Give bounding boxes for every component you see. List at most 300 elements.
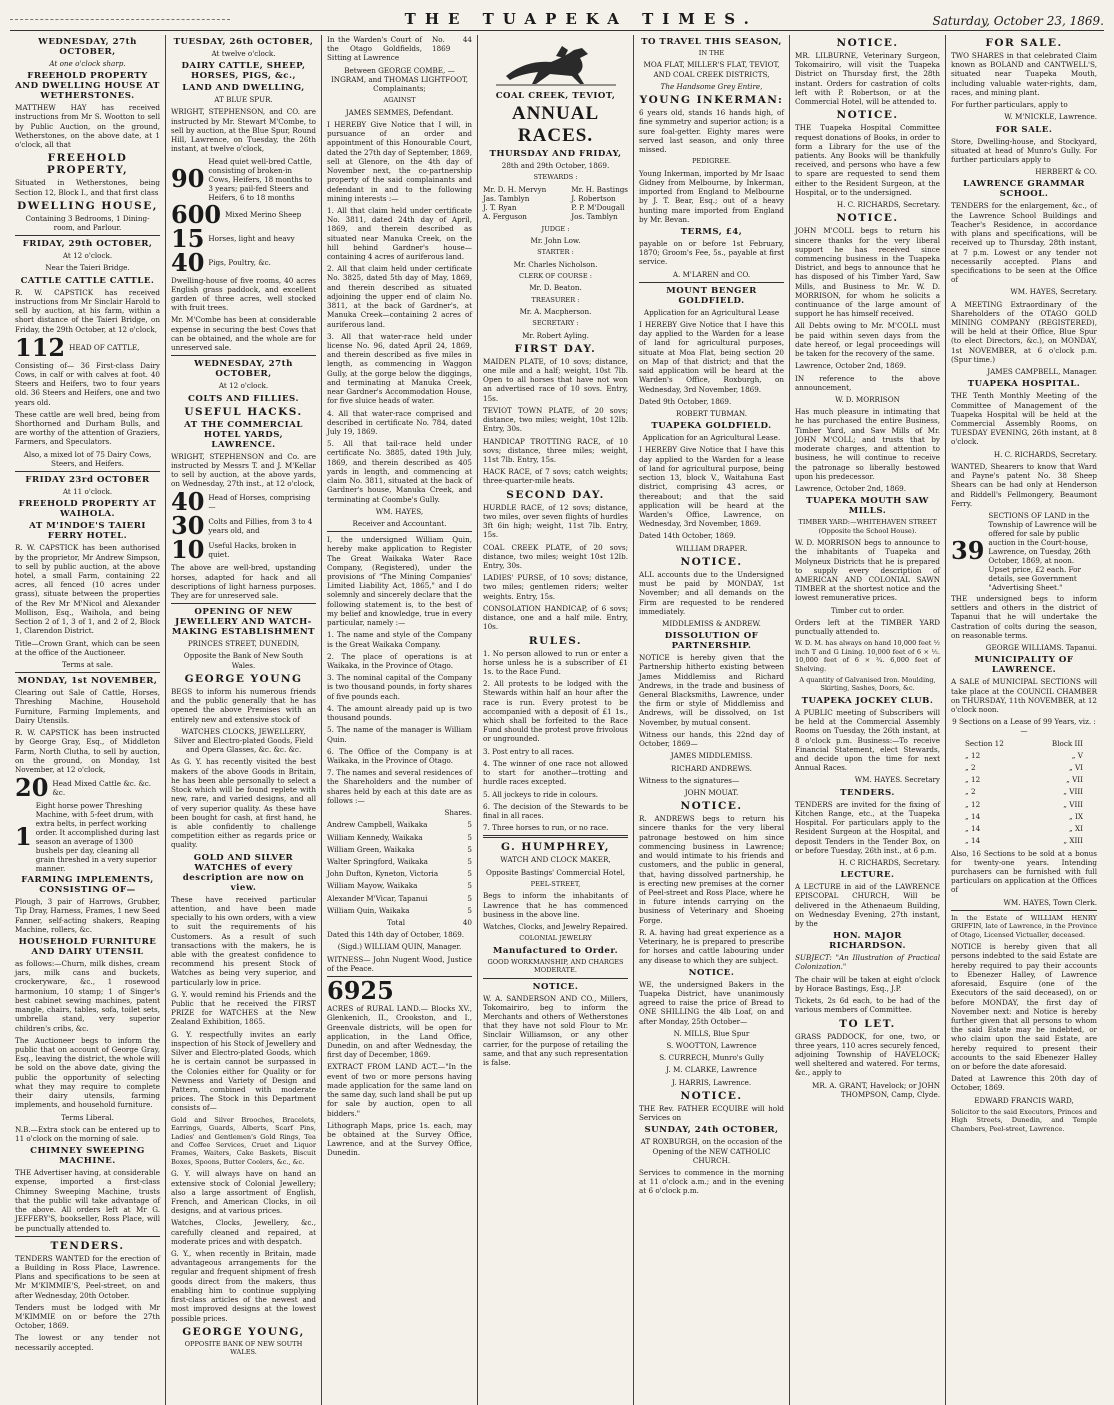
subheading: At 12 o'clock. bbox=[62, 251, 113, 261]
lot-line bbox=[15, 773, 160, 803]
ad-text: WANTED, Shearers to know that Ward and Payne's patent No. 38 Sheep Shears can be had only at Henderson and Riddell's Fellmongery, Beaumont Ferry. bbox=[951, 461, 1097, 508]
heading: DAIRY CATTLE, SHEEP, HORSES, PIGS, &c., bbox=[181, 61, 306, 82]
shareholder-name: William Green, Waikaka bbox=[327, 844, 415, 854]
signature: JOHN MOUAT. bbox=[684, 788, 739, 797]
ad-text: TENDERS for the enlargement, &c., of the Lawrence School Buildings and Teacher's Residence, in accordance with plans and specifications, will be received up to Thursday, 28th instant, at 7 p.m. Lowest or any tender not necessarily accepted. Plans and specifications to be seen at the Office of bbox=[951, 201, 1097, 285]
heading: FRIDAY, 29th OCTOBER, bbox=[22, 239, 153, 250]
shareholder-shares: 5 bbox=[467, 856, 472, 866]
divider bbox=[639, 282, 784, 283]
total-value: 40 bbox=[462, 918, 472, 928]
official: Mr. D. Beaton. bbox=[529, 283, 582, 293]
heading: NOTICE. bbox=[680, 555, 743, 568]
ad-text: Dated 14th October, 1869. bbox=[639, 531, 736, 541]
lot-line bbox=[15, 332, 160, 362]
column-3 bbox=[322, 35, 478, 1405]
heading: TUAPEKA JOCKEY CLUB. bbox=[801, 695, 934, 706]
rule-item: 5. All jockeys to ride in colours. bbox=[483, 789, 599, 799]
ad-text: G. Y. would remind his Friends and the Public that he received the FIRST PRIZE for WATCHES at the New Zealand Exhibition, 1865. bbox=[171, 989, 316, 1027]
heading: YOUNG INKERMAN: bbox=[639, 94, 784, 107]
heading: TERMS, £4, bbox=[680, 226, 743, 237]
ad-text: R. W. CAPSTICK has been instructed by George Gray, Esq., of Middleton Farm, North Clutha, to sell by auction, on the ground, on Monday, 1st November, at 12 o'clock, bbox=[15, 728, 160, 774]
ad-text: The chair will be taken at eight o'clock by Horace Bastings, Esq., J.P. bbox=[795, 974, 940, 993]
subheading: TREASURER : bbox=[531, 295, 580, 304]
ad-text: 3. The nominal capital of the Company is two thousand pounds, in forty shares of five pounds each. bbox=[327, 673, 472, 701]
lot-count: 112 bbox=[15, 332, 66, 362]
heading: NOTICE. bbox=[532, 981, 579, 992]
heading: TUESDAY, 26th OCTOBER, bbox=[173, 37, 314, 47]
heading: HOUSEHOLD FURNITURE AND DAIRY UTENSIL bbox=[18, 937, 157, 958]
heading: GEORGE YOUNG bbox=[184, 672, 303, 685]
ad-text: W. D. M. has always on hand 10,000 feet ½ inch T and G Lining. 10,000 feet of 6 × ½. 10,000 feet of 6 × ¾. 6,000 feet of Shelving. bbox=[795, 639, 940, 673]
lot-line bbox=[171, 157, 316, 202]
signature: WM. HAYES, bbox=[375, 506, 424, 516]
ad-text: NOTICE is hereby given that all persons indebted to the said Estate are hereby required to pay their accounts to Ebenezer Halley, of Lawrence aforesaid, Esquire (one of the Executors of the said deceased), on or before MONDAY, the first day of November next: and Notice is hereby further given that all persons to whom the said Estate may be indebted, or who claim upon the said Estate, are hereby required to present their accounts to the said Ebenezer Halley on or before the date aforesaid. bbox=[951, 942, 1097, 1072]
lot-line bbox=[171, 511, 316, 541]
heading: GEORGE YOUNG, bbox=[182, 1325, 305, 1338]
lot-line bbox=[171, 487, 316, 517]
subheading: JUDGE : bbox=[541, 224, 570, 233]
ad-text: Lithograph Maps, price 1s. each, may be obtained at the Survey Office, Lawrence, and at the Survey Office, Dunedin. bbox=[327, 1120, 472, 1158]
heading: FREEHOLD PROPERTY, bbox=[46, 152, 129, 177]
divider bbox=[483, 978, 628, 979]
divider bbox=[171, 603, 316, 604]
ad-text: Also, 16 Sections to be sold at a bonus for twenty-one years. Intending purchasers can be furnished with full particulars on application at the Offices of bbox=[951, 848, 1097, 895]
baker-name: N. MILLS, Blue Spur bbox=[673, 1028, 750, 1038]
heading: THURSDAY AND FRIDAY, bbox=[489, 149, 622, 159]
signature: MIDDLEMISS & ANDREW. bbox=[662, 618, 761, 628]
ad-text: Tenders must be lodged with Mr M'KIMMIE on or before the 27th October, 1869. bbox=[15, 1302, 160, 1331]
ad-text: JOHN M'COLL begs to return his sincere thanks for the very liberal support he has received since commencing business in the Tuapeka District, and begs to announce that he has disposed of his Timber Yard, Saw Mills, and Business to Mr. W. D. MORRISON, for whom he solicits a continuance of the large amount of support he has himself received. bbox=[795, 226, 940, 319]
lot-count: 10 bbox=[171, 535, 205, 565]
shareholder-name: Alexander M'Vicar, Tapanui bbox=[327, 893, 428, 903]
heading: FOR SALE. bbox=[985, 37, 1063, 49]
ad-text: N.B.—Extra stock can be entered up to 11 o'clock on the morning of sale. bbox=[15, 1124, 160, 1143]
heading: NOTICE. bbox=[680, 1089, 743, 1102]
lot-desc: Eight horse power Threshing Machine, with 5-feet drum, with extra belts, in perfect working order. It accomplished during last season an average of 1300 bushels per day, cleaning all grain threshed in a very superior manner. bbox=[35, 801, 160, 874]
signature-title: Receiver and Accountant. bbox=[352, 518, 447, 528]
ad-text: 7. The names and several residences of the Shareholders and the number of shares held by each at this date are as follows :— bbox=[327, 768, 472, 805]
heading: MONDAY, 1st NOVEMBER, bbox=[17, 676, 158, 687]
ad-text: Title—Crown Grant, which can be seen at the office of the Auctioneer. bbox=[15, 638, 160, 657]
race-entry: MAIDEN PLATE, of 10 sovs; distance, one mile and a half; weight, 10st 7lb. Open to all horses that have not won an advertised race of 10 sovs. Entry, 15s. bbox=[483, 356, 628, 403]
ad-text: payable on or before 1st February, 1870; Groom's Fee, 5s., payable at first service. bbox=[639, 238, 784, 267]
ad-text: Lawrence, October 2nd, 1869. bbox=[795, 483, 907, 493]
racehorse-icon bbox=[496, 38, 616, 88]
signature: A. M'LAREN and CO. bbox=[672, 269, 751, 279]
lot-count: 90 bbox=[171, 164, 205, 194]
ad-text: Also, a mixed lot of 75 Dairy Cows, Steers, and Heifers. bbox=[23, 449, 152, 468]
shareholder-row bbox=[327, 906, 472, 915]
witness: WITNESS— John Nugent Wood, Justice of the Peace. bbox=[327, 954, 472, 973]
signature: GEORGE WILLIAMS. Tapanui. bbox=[985, 643, 1097, 653]
ad-text: For further particulars, apply to bbox=[951, 100, 1068, 110]
lot-desc: Head quiet well-bred Cattle, consisting of broken-in Cows, Heifers, 18 months to 3 years; pail-fed Steers and Heifers, 6 to 18 months bbox=[208, 156, 313, 202]
race-entry: CONSOLATION HANDICAP, of 6 sovs; distance, one and a half mile. Entry, 10s. bbox=[483, 603, 628, 632]
ad-text: 9 Sections on a Lease of 99 Years, viz. :— bbox=[952, 717, 1096, 736]
subheading: SECRETARY : bbox=[532, 319, 579, 328]
ad-text: I HEREBY Give Notice that I have this day applied to the Warden for a lease of land for agricultural purposes, situate at Moa Flat, being section 20 on Map of that district; and that the said application will be heard at the Warden's Office, Roxburgh, on Wednesday, 3rd November, 1869. bbox=[639, 320, 784, 394]
divider bbox=[15, 235, 160, 236]
ad-text: In the Estate of WILLIAM HENRY GRIFFIN, late of Lawrence, in the Province of Otago, Licensed Victualler, deceased. bbox=[951, 913, 1097, 939]
subheading: Opposite Bastings' Commercial Hotel, bbox=[485, 867, 626, 877]
section-block: „ VIII bbox=[1063, 787, 1083, 797]
section-row bbox=[951, 836, 1097, 845]
signature: (Sigd.) WILLIAM QUIN, Manager. bbox=[337, 942, 462, 952]
ad-text: A quantity of Galvanised Iron. Moulding, Skirting, Sashes, Doors, &c. bbox=[799, 676, 936, 693]
heading: SUNDAY, 24th OCTOBER, bbox=[644, 1125, 779, 1136]
ad-text: Situated in Wetherstones, being Section 12, Block I., and that first class bbox=[15, 178, 160, 197]
court-name: In the Warden's Court of the Otago Goldfields, Sitting at Lawrence bbox=[327, 35, 422, 63]
ad-text: Orders left at the TIMBER YARD punctually attended to. bbox=[795, 617, 940, 637]
section-block: „ VII bbox=[1066, 775, 1083, 785]
signature: WILLIAM DRAPER. bbox=[675, 543, 748, 553]
shareholder-shares: 5 bbox=[467, 869, 472, 879]
heading: ANNUAL RACES. bbox=[511, 103, 600, 146]
heading: HON. MAJOR RICHARDSON. bbox=[829, 931, 906, 952]
rule-item: 6. The decision of the Stewards to be final in all races. bbox=[483, 801, 628, 820]
ad-text: These have received particular attention, and have been made specially to his own orders, with a view to suit the requirements of his Customers. As a result of such transactions with the makers, he is able with the greatest confidence to recommend his present Stock of Watches as being very superior, and particularly low in price. bbox=[171, 894, 316, 987]
shareholder-row bbox=[327, 845, 472, 854]
column-6 bbox=[790, 35, 946, 1405]
shareholder-row bbox=[327, 833, 472, 842]
heading: COAL CREEK, TEVIOT, bbox=[495, 91, 616, 101]
ad-text: MATTHEW HAY has received instructions from Mr S. Wootton to sell by Public Auction, on the ground, Wetherstones, on the above date, at 1 o'clock, all that bbox=[15, 103, 160, 150]
heading: GOLD AND SILVER WATCHES of every description are now on view. bbox=[182, 852, 305, 893]
newspaper-title: THE TUAPEKA TIMES. bbox=[404, 10, 758, 28]
lot-desc: HEAD OF CATTLE, bbox=[69, 343, 140, 353]
ad-text: 5. All that tail-race held under certificate No. 3885, dated 19th July, 1869, and therein described as 405 yards in length, and commencing at claim No. 3811, situated at the back of Gardner's house, Manuka Creek, and terminating at Coombe's Gully. bbox=[327, 439, 472, 504]
masthead-rule bbox=[10, 19, 230, 20]
section-block: „ XI bbox=[1069, 824, 1083, 834]
section-number: „ 2 bbox=[965, 787, 976, 797]
heading: FIRST DAY. bbox=[514, 342, 597, 355]
subheading: GOOD WORKMANSHIP, AND CHARGES MODERATE. bbox=[487, 957, 624, 975]
lot-desc: Useful Hacks, broken in quiet. bbox=[208, 541, 297, 560]
steward-name: Jos. Tamblyn bbox=[571, 212, 618, 222]
subheading: Near the Taieri Bridge. bbox=[45, 263, 130, 273]
section-row bbox=[951, 739, 1097, 748]
heading: LECTURE. bbox=[840, 870, 895, 881]
heading: FREEHOLD PROPERTY AT WAIHOLA. bbox=[18, 499, 157, 520]
ad-text: Plough, 3 pair of Harrows, Grubber, Tip Dray, Harness, Frames, 1 new Seed Fanner, self-acting shakers, Reaping Machine, rollers, &c. bbox=[15, 897, 160, 934]
race-entry: LADIES' PURSE, of 10 sovs; distance, two miles; gentlemen riders; welter weights. Entry, 15s. bbox=[483, 573, 628, 601]
heading: MUNICIPALITY OF LAWRENCE. bbox=[974, 655, 1074, 676]
signature: EDWARD FRANCIS WARD, bbox=[974, 1095, 1074, 1105]
heading: FREEHOLD PROPERTY AND DWELLING HOUSE AT WETHERSTONES. bbox=[15, 71, 160, 102]
heading: NOTICE. bbox=[836, 212, 899, 225]
steward-name: A. Ferguson bbox=[483, 212, 527, 222]
ad-text: as follows:—Churn, milk dishes, cream jars, milk cans and buckets, crockeryware, &c., 1 rosewood harmonium, 10 stamp; 1 of Singer's best cabinet sewing machines, patent mangle, chairs, tables, sofa, toilet sets, umbrella stand, very superior children's cribs, &c. bbox=[15, 959, 160, 1033]
ad-text: 2. The place of operations is at Waikaka, in the Province of Otago. bbox=[327, 651, 472, 670]
heading: NOTICE. bbox=[836, 37, 899, 49]
lot-count: 39 bbox=[951, 536, 985, 566]
subheading: OPPOSITE BANK OF NEW SOUTH WALES. bbox=[184, 1339, 303, 1357]
divider bbox=[15, 471, 160, 472]
subheading: WATCH AND CLOCK MAKER, bbox=[500, 855, 611, 865]
ad-text: WE, the undersigned Bakers in the Tuapeka District, have unanimously agreed to raise the price of Bread to ONE SHILLING the 4lb Loaf, on and after Monday, 25th October— bbox=[639, 979, 784, 1026]
ad-text: 4. All that water-race comprised and described in certificate No. 784, dated July 19, 1869. bbox=[327, 408, 472, 436]
heading: CATTLE CATTLE CATTLE. bbox=[20, 275, 155, 286]
shareholder-shares: 5 bbox=[467, 881, 472, 891]
ad-text: Application for an Agricultural Lease bbox=[643, 307, 780, 317]
lot-line bbox=[171, 535, 316, 565]
ad-text: R. ANDREWS begs to return his sincere thanks for the very liberal patronage bestowed on him since commencing business in Lawrence; and would intimate to his friends and customers, and the public in general, that, having dissolved partnership, he is erecting new premises at the corner of Peel-street and Ross Place, where he in future intends carrying on the business of Veterinary and Shoeing Forge. bbox=[639, 814, 784, 925]
ad-text: Mr. M'Combe has been at considerable expense in securing the best Cows that can be obtained, and the whole are for unreserved sale. bbox=[171, 315, 316, 353]
subheading: MOA FLAT, MILLER'S FLAT, TEVIOT, AND COAL CREEK DISTRICTS, bbox=[643, 60, 780, 79]
heading: LAND AND DWELLING, bbox=[182, 83, 305, 94]
column-7 bbox=[946, 35, 1102, 1405]
ad-text: EXTRACT FROM LAND ACT.—"In the event of two or more persons having made application for the same land on the same day, such land shall be put up for sale by auction, open to all bidders." bbox=[327, 1062, 472, 1118]
ad-text: A PUBLIC meeting of Subscribers will be held at the Commercial Assembly Rooms on Tuesday, the 26th instant, at 8 o'clock p.m. Business:—To receive Financial Statement, elect Stewards, and decide upon the time for next Annual Races. bbox=[795, 707, 940, 773]
ad-text: W. D. MORRISON begs to announce to the inhabitants of Tuapeka and Molyneux Districts that he is prepared to supply every description of AMERICAN AND COLONIAL SAWN TIMBER at the shortest notice and the lowest remunerative prices. bbox=[795, 538, 940, 603]
ad-text: WATCHES CLOCKS, JEWELLERY, Silver and Electro-plated Goods, Field and Opera Glasses, &c. &c. &c. bbox=[173, 726, 314, 755]
masthead bbox=[10, 8, 1104, 31]
shareholder-shares: 5 bbox=[467, 832, 472, 842]
ad-text: MR. LILBURNE, Veterinary Surgeon, Tokomairiro, will visit the Tuapeka District on Thursday first, the 28th instant. Orders for castration of colts left with P. Robertson, or at the Commercial Hotel, will be attended to. bbox=[795, 51, 940, 107]
steward-name: Mr. D. H. Mervyn bbox=[483, 184, 547, 194]
section-row bbox=[951, 800, 1097, 809]
signature: H. C. RICHARDS, Secretary. bbox=[836, 200, 940, 210]
stewards bbox=[483, 185, 628, 222]
signature: JAMES CAMPBELL, Manager. bbox=[987, 367, 1097, 377]
subheading: COLONIAL JEWELRY bbox=[519, 934, 592, 943]
section-row bbox=[951, 775, 1097, 784]
official: Mr. Robert Ayling. bbox=[522, 330, 589, 340]
ad-text: Between GEORGE COMBE, — INGRAM, and THOMAS LIGHTFOOT, Complainants; bbox=[330, 65, 469, 94]
heading: WEDNESDAY, 27th OCTOBER, bbox=[38, 37, 137, 57]
ad-text: Store, Dwelling-house, and Stockyard, situated at head of Munro's Gully. For further particulars apply to bbox=[951, 136, 1097, 164]
subheading: At twelve o'clock. bbox=[211, 49, 276, 58]
section-block: „ XIII bbox=[1063, 836, 1083, 846]
divider bbox=[171, 355, 316, 356]
rule-item: 3. Post entry to all races. bbox=[483, 746, 575, 756]
ad-text: These cattle are well bred, being from Shorthorned and Durham Bulls, and are worthy of the attention of Graziers, Farmers, and Speculators. bbox=[15, 409, 160, 447]
steward-name: Jas. Tamblyn bbox=[483, 193, 530, 203]
ad-text: GRASS PADDOCK, for one, two, or three years, 110 acres securely fenced, adjoining Township of HAVELOCK; well sheltered and watered. For terms, &c., apply to bbox=[795, 1031, 940, 1078]
subheading: PEDIGREE. bbox=[691, 157, 732, 166]
heading: G. HUMPHREY, bbox=[501, 841, 610, 854]
ad-text: ACRES of RURAL LAND.— Blocks XV., Glenkenich, II., Crookston, and I., Greenvale districts, will be open for application, in the Land Office, Dunedin, on and after Wednesday, the first day of December, 1869. bbox=[327, 1004, 472, 1060]
subheading: The Handsome Grey Entire, bbox=[660, 81, 763, 91]
baker-name: S. CURRECH, Munro's Gully bbox=[659, 1053, 764, 1063]
shareholder-name: Walter Springford, Waikaka bbox=[327, 856, 428, 866]
lot-line bbox=[15, 801, 160, 873]
baker-name: J. HARRIS, Lawrence. bbox=[671, 1077, 752, 1087]
signature: H. C. RICHARDS, Secretary. bbox=[993, 449, 1097, 459]
subheading: PEEL-STREET, bbox=[530, 879, 581, 888]
signature: RICHARD ANDREWS. bbox=[671, 763, 752, 773]
rule-item: 2. All protests to be lodged with the Stewards within half an hour after the race is run. Every protest to be accompanied with a deposit of £1 1s., which shall be forfeited to the Race Fund should the protest prove frivolous or ungrounded. bbox=[483, 679, 628, 744]
ad-text: Terms at sale. bbox=[62, 659, 113, 669]
lot-count: 600 bbox=[171, 199, 222, 229]
heading: LAWRENCE GRAMMAR SCHOOL. bbox=[963, 179, 1085, 200]
subheading: STEWARDS : bbox=[533, 173, 578, 182]
heading: DWELLING HOUSE, bbox=[17, 199, 158, 212]
column-2 bbox=[166, 35, 322, 1405]
ad-text: TENDERS are invited for the fixing of Kitchen Range, etc., at the Tuapeka Hospital. For particulars apply to the Resident Surgeon at the Hospital, and deposit Tenders in the Tender Box, on or before Tuesday, 26th inst., at 6 p.m. bbox=[795, 799, 940, 855]
ad-text: JAMES SEMMES, Defendant. bbox=[345, 107, 454, 117]
heading: TO TRAVEL THIS SEASON, bbox=[641, 37, 782, 47]
ad-text: All Debts owing to Mr. M'COLL must be paid within seven days from the date hereof, or legal proceedings will be taken for the recovery of the same. bbox=[795, 321, 940, 359]
shareholder-shares: 5 bbox=[467, 905, 472, 915]
shareholder-row bbox=[327, 857, 472, 866]
ad-text: R. W. CAPSTICK has been authorised by the proprietor, Mr Andrew Simpson, to sell by public auction, at the above hotel, a small Farm, containing 22 acres, all fenced (10 acres under grass), situate between the properties of the Rev Mr M'Nicol and Alexander Mollison, Esq., Waihola, and being Section 2 of 1, 3 of 1, and 2 of 2, Block 1, Clarendon District. bbox=[15, 543, 160, 636]
signature: JAMES MIDDLEMISS. bbox=[670, 751, 753, 761]
ad-text: I, the undersigned William Quin, hereby make application to Register The Great Waikaka Water Race Company, (Registered), under the provisions of "The Mining Companies' Limited Liability Act, 1865," and I do solemnly and sincerely declare that the following statement is, to the best of my belief and knowledge, true in every particular, namely :— bbox=[327, 535, 472, 628]
ad-text: Begs to inform the inhabitants of Lawrence that he has commenced business in the above line. bbox=[483, 891, 628, 919]
columns bbox=[10, 35, 1104, 1405]
heading: TENDERS. bbox=[50, 1239, 125, 1252]
shareholder-shares: 5 bbox=[467, 893, 472, 903]
race-entry: HURDLE RACE, of 12 sovs; distance, two miles, over seven flights of hurdles 3ft 6in high; weight, 11st 7lb. Entry, 15s. bbox=[483, 502, 628, 540]
signature: WM. HAYES. Secretary bbox=[854, 775, 940, 785]
lot-count: 15 bbox=[171, 223, 205, 253]
ad-text: R. W. CAPSTICK has received instructions from Mr Sinclair Harold to sell by auction, at his farm, within a short distance of the Taieri Bridge, on Friday, the 29th October, at 12 o'clock, bbox=[15, 287, 160, 334]
signature: W. M'NICKLE, Lawrence. bbox=[1004, 112, 1097, 122]
ad-text: TWO SHARES in that celebrated Claim known as BOLAND and CANTWELL'S, situated near Tuapeka Mouth, including valuable water-rights, dam, races, and mining plant. bbox=[951, 51, 1097, 97]
ad-text: THE Rev. FATHER ECQUIRE will hold Services on bbox=[639, 1103, 784, 1123]
signature: WM. HAYES, Secretary. bbox=[1010, 287, 1097, 297]
ad-text: TENDERS WANTED for the erection of a Building in Ross Place, Lawrence. Plans and specifications to be seen at Mr M'KIMMIE'S, Peel-street, on and after Wednesday, 20th October. bbox=[15, 1253, 160, 1300]
heading: NOTICE. bbox=[688, 967, 735, 978]
ad-text: IN reference to the above announcement, bbox=[795, 373, 940, 392]
ad-text: NOTICE is hereby given that the Partnership hitherto existing between James Middlemiss and Richard Andrews, in the trade and business of General Blacksmiths, Lawrence, under the firm or style of Middlemiss and Andrews, will be dissolved, on 1st November, by mutual consent. bbox=[639, 653, 784, 727]
shares-total bbox=[327, 918, 472, 927]
ad-text: 6 years old, stands 16 hands high, of fine symmetry and superior action; is a sure foal-getter. Eighty mares were served last season, and only three missed. bbox=[639, 108, 784, 154]
ad-text: A SALE of MUNICIPAL SECTIONS will take place at the COUNCIL CHAMBER on THURSDAY, 11th NOVEMBER, at 12 o'clock noon. bbox=[951, 677, 1097, 714]
ad-text: Solicitor to the said Executors, Princes and High Streets, Dunedin, and Temple Chambers, Peel-street, Lawrence. bbox=[951, 1107, 1097, 1133]
steward-name: P. P. M'Dougall bbox=[571, 203, 625, 213]
heading: MOUNT BENGER GOLDFIELD. bbox=[666, 285, 757, 306]
heading: DISSOLUTION OF PARTNERSHIP. bbox=[664, 631, 759, 652]
section-block: „ VI bbox=[1068, 763, 1083, 773]
lot-count: 40 bbox=[171, 487, 205, 517]
ad-text: AT ROXBURGH, on the occasion of the Opening of the NEW CATHOLIC CHURCH. bbox=[640, 1137, 783, 1165]
subheading: Opposite the Bank of New South Wales. bbox=[183, 651, 304, 670]
race-entry: COAL CREEK PLATE, of 20 sovs; distance, two miles; weight 10st 12lb. Entry, 30s. bbox=[483, 542, 628, 570]
lot-desc: SECTIONS OF LAND in the Township of Lawrence will be offered for sale by public auction in the Court-house, Lawrence, on Tuesday, 26th October, 1869, at noon. Upset price, £2 each. For details, see Government "Advertising Sheet." bbox=[988, 510, 1097, 592]
section-row bbox=[951, 787, 1097, 796]
lot-count: 20 bbox=[15, 773, 49, 803]
ad-text: Dated this 14th day of October, 1869. bbox=[327, 930, 465, 940]
ad-text: Has much pleasure in intimating that he has purchased the entire Business, Timber Yard, and Saw Mills of Mr. JOHN M'COLL; and trusts that by moderate charges, and attention to business, he will continue to receive the patronage so liberally bestowed upon his predecessor. bbox=[795, 407, 940, 481]
ad-text: 2. All that claim held under certificate No. 3825, dated 5th day of May, 1869, and therein described as situated adjoining the upper end of claim No. 3811, at the back of Gardner's, at Manuka Creek—containing 2 acres of auriferous land. bbox=[327, 264, 472, 329]
ad-text: Terms Liberal. bbox=[61, 1112, 114, 1122]
shareholder-shares: 5 bbox=[467, 844, 472, 854]
lot-count: 6925 bbox=[327, 976, 394, 1006]
ad-text: A LECTURE in aid of the LAWRENCE EPISCOPAL CHURCH, Will be delivered in the Athenaeum Building, on Wednesday Evening, 27th instant, by the bbox=[795, 882, 940, 929]
signature: W. D. MORRISON bbox=[835, 395, 900, 404]
lot-line bbox=[171, 223, 316, 253]
shareholder-row bbox=[327, 869, 472, 878]
court-header bbox=[327, 35, 472, 63]
section-block: „ IX bbox=[1069, 811, 1083, 821]
lot-line bbox=[171, 247, 316, 277]
rule-item: 4. The winner of one race not allowed to start for another—trotting and hurdle races excepted. bbox=[483, 758, 628, 787]
heading: TUAPEKA GOLDFIELD. bbox=[651, 421, 772, 432]
ad-text: The lowest or any tender not necessarily accepted. bbox=[15, 1333, 160, 1352]
heading: AT M'INDOE'S TAIERI FERRY HOTEL. bbox=[29, 521, 146, 542]
shareholder-shares: 5 bbox=[467, 820, 472, 830]
subheading: AT BLUE SPUR. bbox=[214, 95, 273, 105]
heading: WEDNESDAY, 27th OCTOBER, bbox=[194, 359, 293, 380]
ad-text: Witness to the signatures— bbox=[639, 775, 740, 785]
lot-desc: Colts and Fillies, from 3 to 4 years old, and bbox=[208, 517, 313, 536]
subheading: CLERK OF COURSE : bbox=[519, 271, 592, 280]
rule-item: 7. Three horses to run, or no race. bbox=[483, 823, 609, 833]
race-entry: TEVIOT TOWN PLATE, of 20 sovs; distance, two miles; weight, 10st 12lb. Entry, 30s. bbox=[483, 405, 628, 434]
lot-count: 30 bbox=[171, 511, 205, 541]
ad-text: A MEETING Extraordinary of the Shareholders of the OTAGO GOLD MINING COMPANY (REGISTERED), will be held at their Office, Blue Spur (to elect Directors, &c.), on MONDAY, 1st NOVEMBER, at 6 o'clock p.m. (Spur time.) bbox=[951, 299, 1097, 364]
subheading: 28th and 29th October, 1869. bbox=[501, 161, 610, 170]
lot-desc: Horses, light and heavy bbox=[208, 234, 295, 244]
section-number: „ 14 bbox=[965, 824, 981, 834]
ad-text: Dated at Lawrence this 20th day of October, 1869. bbox=[951, 1074, 1097, 1093]
subheading: At 11 o'clock. bbox=[62, 487, 113, 497]
stewards-left bbox=[483, 185, 546, 222]
ad-text: THE Advertiser having, at considerable expense, imported a first-class Chimney Sweeping Machine, trusts that the public will take advantage of the above. All orders left at Mr G. JEFFERY'S, bookseller, Ross Place, will be punctually attended to. bbox=[15, 1168, 160, 1233]
shareholder-name: John Dufton, Kyneton, Victoria bbox=[327, 869, 439, 879]
shareholder-row bbox=[327, 881, 472, 890]
ad-text: Timber cut to order. bbox=[830, 605, 905, 615]
ad-text: Watches, Clocks, and Jewelry Repaired. bbox=[483, 921, 628, 931]
section-number: „ 12 bbox=[965, 799, 981, 809]
ad-text: WRIGHT, STEPHENSON, and CO. are instructed by Mr. Stewart M'Combe, to sell by auction, at the Blue Spur, Round Hill, Lawrence, on Tuesday, the 26th instant, at twelve o'clock, bbox=[171, 107, 316, 154]
ad-text: ALL accounts due to the Undersigned must be paid by MONDAY, 1st November; and all demands on the Firm are requested to be rendered immediately. bbox=[639, 569, 784, 616]
heading: USEFUL HACKS. bbox=[184, 405, 303, 418]
heading: TO LET. bbox=[839, 1017, 896, 1030]
divider bbox=[15, 672, 160, 673]
ad-text: I HEREBY Give Notice that I have this day applied to the Warden for a lease of land for agricultural purpose, being section 13, block V., Waitahuna East district, comprising 43 acres, or thereabout; and that the said application will be heard at the Warden's Office, Lawrence, on Wednesday, 3rd November, 1869. bbox=[639, 445, 784, 529]
ad-text: 3. All that water-race held under license No. 96, dated April 24, 1869, and therein described as five miles in length, as commencing in Waggon Gully, at the gorge below the diggings, and terminating at Manuka Creek, near Gardner's Accommodation House, for five sluice heads of water. bbox=[327, 331, 472, 406]
ad-text: THE Tuapeka Hospital Committee request donations of Books, in order to form a Library for the use of the patients. Any Books will be thankfully received, and persons who have a few to spare are requested to send them either to the Resident Surgeon, at the Hospital, or to the undersigned. bbox=[795, 123, 940, 197]
ad-text: Lawrence, October 2nd, 1869. bbox=[795, 361, 907, 371]
official: Mr. A. Macpherson. bbox=[519, 306, 592, 316]
official: Mr. Charles Nicholson. bbox=[513, 259, 598, 269]
ad-text: The Auctioneer begs to inform the public that on account of George Gray, Esq., leaving the district, the whole will be sold on the above date, giving the public the opportunity of selecting what they may require to complete their dairy utensils, farming implements, and household furniture. bbox=[15, 1035, 160, 1110]
shares-list bbox=[327, 820, 472, 915]
ad-text: Dwelling-house of five rooms, 40 acres English grass paddock, and excellent garden of three acres, well stocked with fruit trees. bbox=[171, 275, 316, 313]
section-row bbox=[951, 812, 1097, 821]
ad-text: G. Y., when recently in Britain, made advantageous arrangements for the regular and frequent shipment of fresh goods direct from the makers, thus enabling him to continue supplying first-class articles of the newest and most improved designs at the lowest possible prices. bbox=[171, 1249, 316, 1323]
lot-desc: Head of Horses, comprising— bbox=[208, 493, 311, 512]
ad-text: THE Tenth Monthly Meeting of the Committee of Management of the Tuapeka Hospital will be held at the Commercial Assembly Rooms, on TUESDAY EVENING, 26th instant, at 8 o'clock. bbox=[951, 391, 1097, 447]
steward-name: J. T. Ryan bbox=[483, 203, 517, 213]
ad-text: THE undersigned begs to inform settlers and others in the district of Tapanui that he will undertake the Castration of colts during the season, on reasonable terms. bbox=[951, 593, 1097, 640]
lot-count: 1 bbox=[15, 822, 32, 852]
heading: COLTS AND FILLIES. bbox=[188, 393, 299, 404]
divider bbox=[327, 531, 472, 532]
ad-text: AGAINST bbox=[383, 96, 416, 105]
heading: TUAPEKA MOUTH SAW MILLS. bbox=[806, 496, 929, 517]
ad-text: 4. The amount already paid up is two thousand pounds. bbox=[327, 703, 472, 723]
shareholder-row bbox=[327, 894, 472, 903]
heading: RULES. bbox=[528, 634, 583, 647]
heading: NOTICE. bbox=[680, 800, 743, 813]
shareholder-name: William Kennedy, Waikaka bbox=[327, 832, 423, 842]
ad-text: G. Y. will always have on hand an extensive stock of Colonial Jewellery; also a large assortment of English, French, and American Clocks, in oil designs, and at various prices. bbox=[171, 1169, 316, 1216]
shareholder-row bbox=[327, 820, 472, 829]
ad-text: Dated 9th October, 1869. bbox=[639, 396, 732, 406]
ad-text: R. A. having had great experience as a Veterinary, he is prepared to prescribe for horses and cattle labouring under any disease to which they are subject. bbox=[639, 927, 784, 965]
section-number: „ 12 bbox=[965, 775, 981, 785]
ad-text: 5. The name of the manager is William Quin. bbox=[327, 725, 472, 744]
lot-line bbox=[951, 511, 1097, 592]
column-1 bbox=[10, 35, 166, 1405]
section-block: „ VIII bbox=[1063, 799, 1083, 809]
heading: Manufactured to Order. bbox=[492, 945, 619, 956]
total-label: Total bbox=[387, 918, 406, 928]
